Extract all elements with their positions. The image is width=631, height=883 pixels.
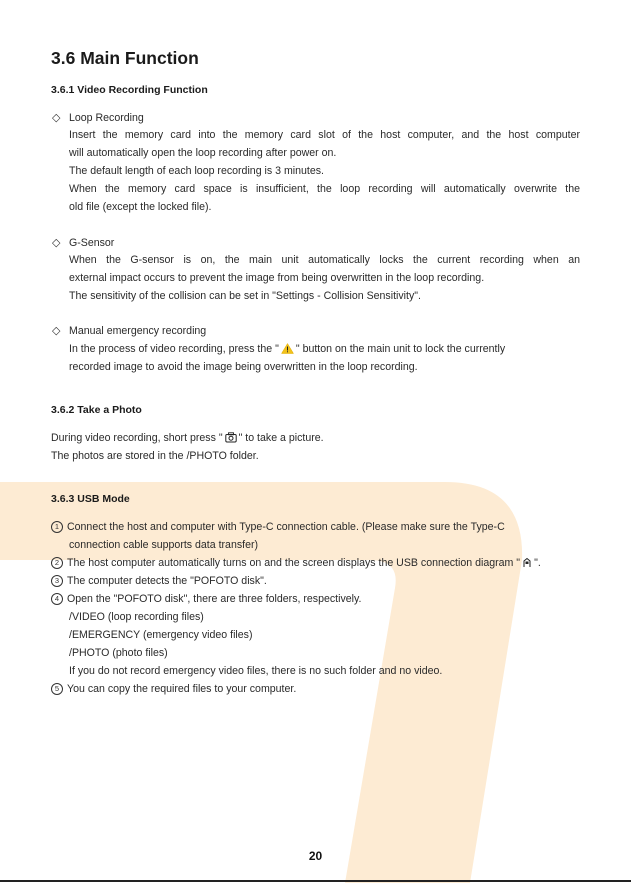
section-heading-video: 3.6.1 Video Recording Function [51, 84, 208, 96]
loop-recording-text-2: will automatically open the loop recording after power on. [69, 147, 337, 159]
photo-text-part-b: " to take a picture. [238, 432, 324, 444]
loop-recording-text-3: The default length of each loop recording is 3 minutes. [69, 165, 324, 177]
diamond-bullet-icon: ◇ [52, 325, 61, 337]
usb-step-1 [51, 520, 505, 534]
usb-step-5-text: You can copy the required files to your computer. [67, 683, 297, 695]
usb-connection-icon [522, 557, 532, 568]
g-sensor-text-3: The sensitivity of the collision can be set in "Settings - Collision Sensitivity". [69, 290, 421, 302]
bottom-divider [0, 880, 631, 882]
usb-step-5 [51, 682, 296, 696]
g-sensor-text-1: When the G-sensor is on, the main unit automatically locks the current recording when an [69, 254, 580, 266]
usb-step-1-text: Connect the host and computer with Type-C connection cable. (Please make sure the Type-C [67, 521, 505, 533]
loop-recording-text-1: Insert the memory card into the memory card slot of the host computer, and the host computer [69, 129, 580, 141]
usb-step-2 [51, 556, 541, 570]
usb-step-2-text-a: The host computer automatically turns on and the screen displays the USB connection diagram " [67, 557, 521, 569]
section-heading-usb: 3.6.3 USB Mode [51, 493, 130, 505]
circled-number-4: 4 [51, 593, 63, 605]
usb-step-3 [51, 574, 267, 588]
section-heading-photo: 3.6.2 Take a Photo [51, 404, 142, 416]
page-title: 3.6 Main Function [51, 48, 199, 68]
usb-folder-note: If you do not record emergency video files, there is no such folder and no video. [69, 665, 443, 677]
diamond-bullet-icon: ◇ [52, 237, 61, 249]
usb-folder-photo: /PHOTO (photo files) [69, 647, 168, 659]
loop-recording-text-5: old file (except the locked file). [69, 201, 212, 213]
manual-recording-text-2: recorded image to avoid the image being overwritten in the loop recording. [69, 361, 418, 373]
g-sensor-label: G-Sensor [69, 237, 115, 249]
usb-step-1-continued: connection cable supports data transfer) [69, 539, 259, 551]
circled-number-1: 1 [51, 521, 63, 533]
usb-step-4 [51, 592, 361, 606]
camera-icon [225, 432, 237, 443]
usb-step-3-text: The computer detects the "POFOTO disk". [67, 575, 267, 587]
manual-text-part-b: " button on the main unit to lock the currently [295, 343, 506, 355]
loop-recording-label: Loop Recording [69, 112, 144, 124]
g-sensor-text-2: external impact occurs to prevent the image from being overwritten in the loop recording. [69, 272, 485, 284]
photo-text-1 [51, 431, 324, 445]
warning-triangle-icon [281, 343, 294, 354]
circled-number-3: 3 [51, 575, 63, 587]
manual-recording-text-1 [69, 342, 505, 356]
manual-recording-label: Manual emergency recording [69, 325, 207, 337]
circled-number-2: 2 [51, 557, 63, 569]
diamond-bullet-icon: ◇ [52, 112, 61, 124]
photo-text-2: The photos are stored in the /PHOTO folder. [51, 450, 259, 462]
usb-step-2-text-b: ". [534, 557, 541, 569]
photo-text-part-a: During video recording, short press " [51, 432, 223, 444]
usb-step-4-text: Open the "POFOTO disk", there are three folders, respectively. [67, 593, 362, 605]
manual-text-part-a: In the process of video recording, press the " [69, 343, 279, 355]
loop-recording-text-4: When the memory card space is insufficient, the loop recording will automatically overwrite the [69, 183, 580, 195]
page-number: 20 [308, 849, 323, 863]
circled-number-5: 5 [51, 683, 63, 695]
usb-folder-video: /VIDEO (loop recording files) [69, 611, 204, 623]
usb-folder-emergency: /EMERGENCY (emergency video files) [69, 629, 253, 641]
